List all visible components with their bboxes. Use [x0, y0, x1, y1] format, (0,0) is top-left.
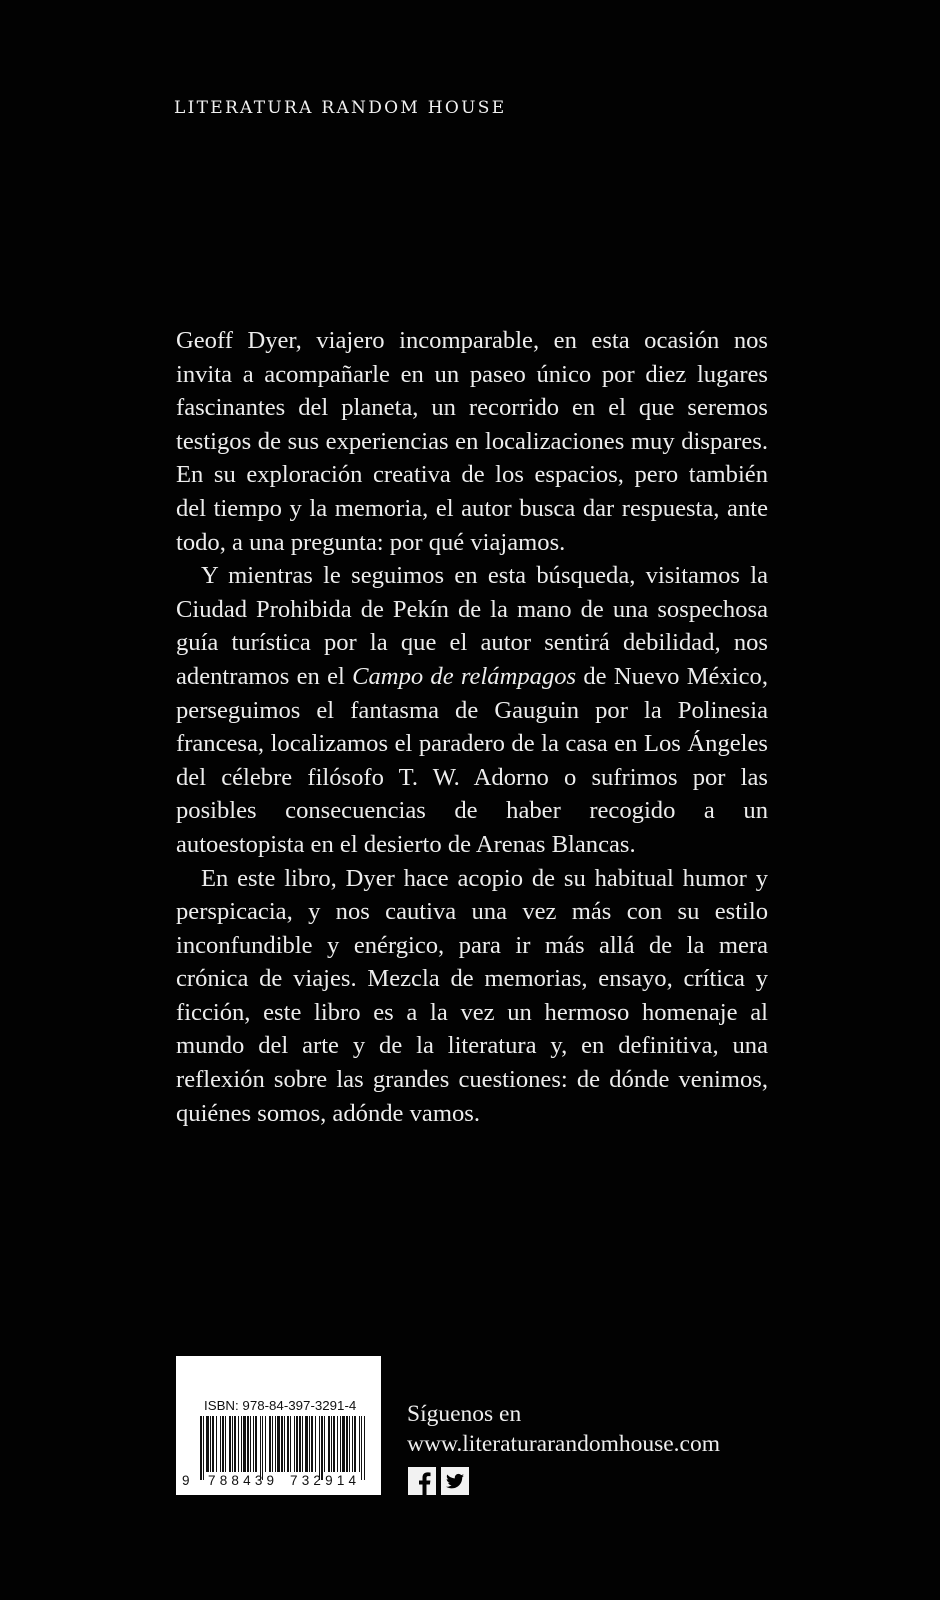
blurb-paragraph-2-start: Y mientras le seguimos en esta búsqueda, visitamos la Ciudad Prohibida de Pekín de la mano de una sospechosa guía turística por la que el autor sentirá debilidad, nos adentramos en el [176, 562, 768, 690]
follow-us [407, 1399, 720, 1459]
twitter-icon[interactable] [441, 1467, 469, 1495]
barcode-icon [200, 1416, 368, 1480]
isbn-label: ISBN: 978-84-397-3291-4 [204, 1398, 357, 1413]
book-title-reference: Campo de relámpagos [352, 662, 577, 690]
social-icons [408, 1467, 469, 1495]
publisher-name: LITERATURA RANDOM HOUSE [174, 98, 507, 118]
barcode-group-2: 732914 [290, 1473, 361, 1488]
blurb-paragraph-1: Geoff Dyer, viajero incomparable, en esta ocasión nos invita a acompañarle en un paseo único por diez lugares fascinantes del planeta, un recorrido en el que seremos testigos de sus experiencias en localizaciones muy dispares. En su exploración creativa de los espacios, pero también del tiempo y la memoria, el autor busca dar respuesta, ante todo, a una pregunta: por qué viajamos. [176, 327, 768, 556]
follow-label: Síguenos en [407, 1401, 522, 1427]
blurb-paragraph-2 [176, 559, 768, 861]
back-cover-blurb [176, 324, 768, 1130]
blurb-paragraph-2-end: de Nuevo México, perseguimos el fantasma de Gauguin por la Polinesia francesa, localizamos el paradero de la casa en Los Ángeles del célebre filósofo T. W. Adorno o sufrimos por las posibles consecuencias de haber recogido a un autoestopista en el desierto de Arenas Blancas. [176, 662, 768, 858]
barcode-box [176, 1356, 381, 1495]
facebook-icon[interactable] [408, 1467, 436, 1495]
barcode-first-digit: 9 [182, 1473, 190, 1488]
blurb-paragraph-3: En este libro, Dyer hace acopio de su habitual humor y perspicacia, y nos cautiva una vez más con su estilo inconfundible y enérgico, para ir más allá de la mera crónica de viajes. Mezcla de memorias, ensayo, crítica y ficción, este libro es a la vez un hermoso homenaje al mundo del arte y de la literatura y, en definitiva, una reflexión sobre las grandes cuestiones: de dónde venimos, quiénes somos, adónde vamos. [176, 864, 768, 1127]
barcode-group-1: 788439 [208, 1473, 279, 1488]
website-link[interactable]: www.literaturarandomhouse.com [407, 1431, 721, 1457]
